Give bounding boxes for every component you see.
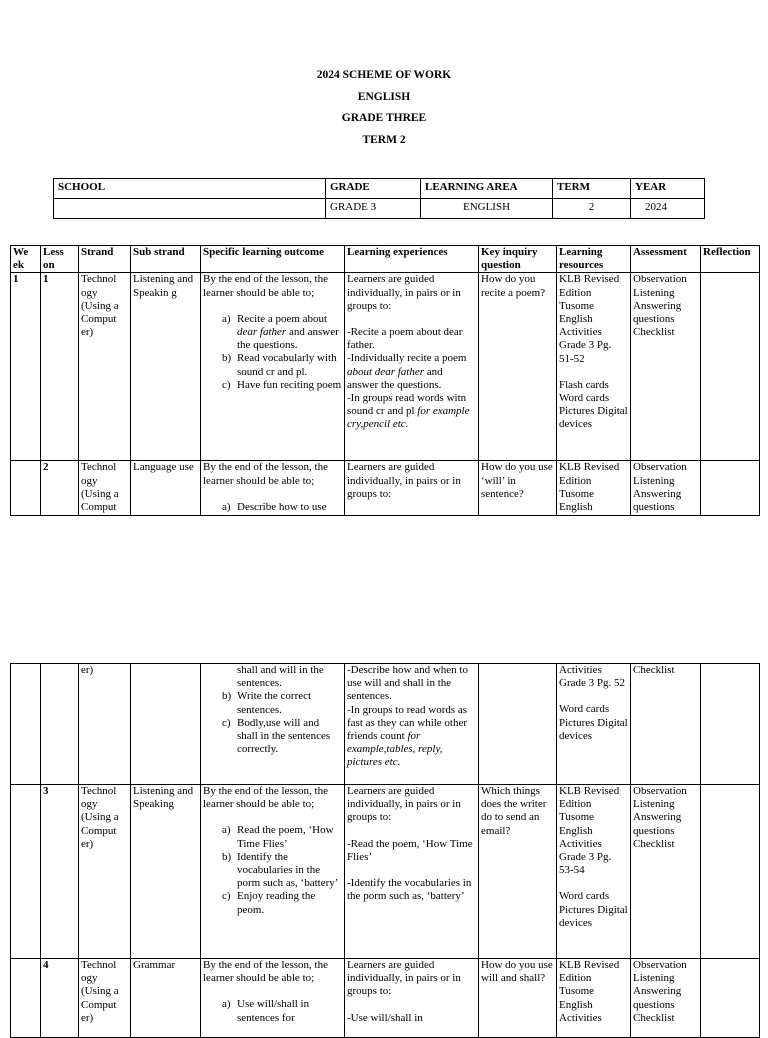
outcome-cell: By the end of the lesson, the learner should be able to; a) Describe how to use <box>201 461 345 516</box>
lesson-cell: 1 <box>41 273 79 461</box>
outcome-cell: By the end of the lesson, the learner should be able to; a) Read the poem, ‘How Time Flies’ b) Identify the vocabularies in the porm such as, ‘battery’ c) Enjoy reading the peom. <box>201 785 345 959</box>
strand-cell: er) <box>79 664 131 785</box>
inquiry-cell: Which things does the writer do to send an email? <box>479 785 557 959</box>
assessment-cell: Observation Listening Answering questions Checklist <box>631 785 701 959</box>
substrand-cell: Listening and Speaking <box>131 785 201 959</box>
term-title: TERM 2 <box>362 134 406 146</box>
strand-cell: Technol ogy (Using a Comput <box>79 461 131 516</box>
info-value-year: 2024 <box>631 199 705 219</box>
week-cell <box>11 785 41 959</box>
outcome-item: b) Read vocabularly with sound cr and pl. <box>222 352 337 378</box>
week-cell: 1 <box>11 273 41 461</box>
substrand-cell <box>131 664 201 785</box>
outcome-item: c) Bodly,use will and shall in the sentences correctly. <box>222 716 331 756</box>
info-label-learning-area: LEARNING AREA <box>421 179 553 199</box>
resources-cell: Activities Grade 3 Pg. 52 Word cards Pictures Digital devices <box>557 664 631 785</box>
col-outcome: Specific learning outcome <box>201 246 345 273</box>
grade-title: GRADE THREE <box>341 112 427 124</box>
lesson-cell: 4 <box>41 959 79 1038</box>
substrand-cell: Listening and Speakin g <box>131 273 201 461</box>
scheme-table-page1 <box>10 245 760 516</box>
assessment-cell: Observation Listening Answering questions Checklist <box>631 273 701 461</box>
table-row <box>11 664 760 785</box>
table-row <box>11 785 760 959</box>
col-substrand: Sub strand <box>131 246 201 273</box>
table-row <box>11 461 760 516</box>
outcome-cell <box>201 273 345 461</box>
substrand-cell: Language use <box>131 461 201 516</box>
outcome-item: b) Identify the vocabularies in the porm such as, ‘battery’ <box>222 850 339 890</box>
resources-cell: KLB Revised Edition Tusome English Activities Grade 3 Pg. 51-52 Flash cards Word cards Pictures Digital devices <box>557 273 631 461</box>
table-row <box>11 959 760 1038</box>
outcome-item: b) Write the correct sentences. <box>222 690 312 716</box>
col-reflection: Reflection <box>701 246 760 273</box>
lesson-cell: 3 <box>41 785 79 959</box>
strand-cell: Technol ogy (Using a Comput er) <box>79 785 131 959</box>
week-cell <box>11 959 41 1038</box>
outcome-item: a) Read the poem, ‘How Time Flies’ <box>222 824 334 850</box>
col-experiences: Learning experiences <box>345 246 479 273</box>
outcome-item: c) Have fun reciting poem <box>222 378 342 391</box>
outcome-item: c) Enjoy reading the peom. <box>222 890 316 916</box>
experiences-cell: -Describe how and when to use will and shall in the sentences. -In groups to read words as fast as they can while other friends count for example,tables, reply, pictures etc. <box>345 664 479 785</box>
reflection-cell <box>701 959 760 1038</box>
experiences-cell: Learners are guided individually, in pairs or in groups to: -Read the poem, ‘How Time Flies’ -Identify the vocabularies in the porm such as, ‘battery’ <box>345 785 479 959</box>
lesson-cell: 2 <box>41 461 79 516</box>
scheme-table-page2 <box>10 663 760 1038</box>
info-label-grade: GRADE <box>326 179 421 199</box>
assessment-cell: Observation Listening Answering questions <box>631 461 701 516</box>
col-lesson: Less on <box>41 246 79 273</box>
assessment-cell: Observation Listening Answering questions Checklist <box>631 959 701 1038</box>
experiences-cell: Learners are guided individually, in pairs or in groups to: <box>345 461 479 516</box>
experiences-cell: Learners are guided individually, in pairs or in groups to: -Recite a poem about dear father. -Individually recite a poem about dear father and answer the questions. -In groups read words witn sound cr and pl for example cry,pencil etc. <box>345 273 479 461</box>
reflection-cell <box>701 273 760 461</box>
info-header-row <box>54 179 705 199</box>
lesson-cell <box>41 664 79 785</box>
experiences-cell: Learners are guided individually, in pairs or in groups to: -Use will/shall in <box>345 959 479 1038</box>
info-table <box>53 178 705 219</box>
info-value-row <box>54 199 705 219</box>
col-strand: Strand <box>79 246 131 273</box>
reflection-cell <box>701 664 760 785</box>
info-label-year: YEAR <box>631 179 705 199</box>
outcome-item: a) Describe how to use <box>222 500 327 513</box>
table-row <box>11 273 760 461</box>
doc-title: 2024 SCHEME OF WORK <box>316 69 452 81</box>
assessment-cell: Checklist <box>631 664 701 785</box>
info-value-term: 2 <box>553 199 631 219</box>
col-assessment: Assessment <box>631 246 701 273</box>
info-value-learning-area: ENGLISH <box>421 199 553 219</box>
strand-cell: Technol ogy (Using a Comput er) <box>79 959 131 1038</box>
week-cell <box>11 461 41 516</box>
info-value-school <box>54 199 326 219</box>
info-value-grade: GRADE 3 <box>326 199 421 219</box>
outcome-cell: By the end of the lesson, the learner should be able to; a) Use will/shall in sentences for <box>201 959 345 1038</box>
inquiry-cell <box>479 664 557 785</box>
inquiry-cell: How do you use will and shall? <box>479 959 557 1038</box>
substrand-cell: Grammar <box>131 959 201 1038</box>
resources-cell: KLB Revised Edition Tusome English Activities Grade 3 Pg. 53-54 Word cards Pictures Digital devices <box>557 785 631 959</box>
reflection-cell <box>701 785 760 959</box>
inquiry-cell: How do you use ‘will’ in sentence? <box>479 461 557 516</box>
resources-cell: KLB Revised Edition Tusome English Activities <box>557 959 631 1038</box>
col-resources: Learning resources <box>557 246 631 273</box>
outcome-item: a) Recite a poem about dear father and answer the questions. <box>222 312 339 352</box>
outcome-intro: By the end of the lesson, the learner should be able to; <box>203 273 328 299</box>
inquiry-cell: How do you recite a poem? <box>479 273 557 461</box>
reflection-cell <box>701 461 760 516</box>
resources-cell: KLB Revised Edition Tusome English <box>557 461 631 516</box>
col-inquiry: Key inquiry question <box>479 246 557 273</box>
outcome-cell: shall and will in the sentences. b) Write the correct sentences. c) Bodly,use will and shall in the sentences correctly. <box>201 664 345 785</box>
week-cell <box>11 664 41 785</box>
subject-title: ENGLISH <box>357 91 411 103</box>
outcome-item: a) Use will/shall in sentences for <box>222 998 310 1024</box>
info-label-term: TERM <box>553 179 631 199</box>
col-week: We ek <box>11 246 41 273</box>
strand-cell: Technol ogy (Using a Comput er) <box>79 273 131 461</box>
column-header-row <box>11 246 760 273</box>
info-label-school: SCHOOL <box>54 179 326 199</box>
